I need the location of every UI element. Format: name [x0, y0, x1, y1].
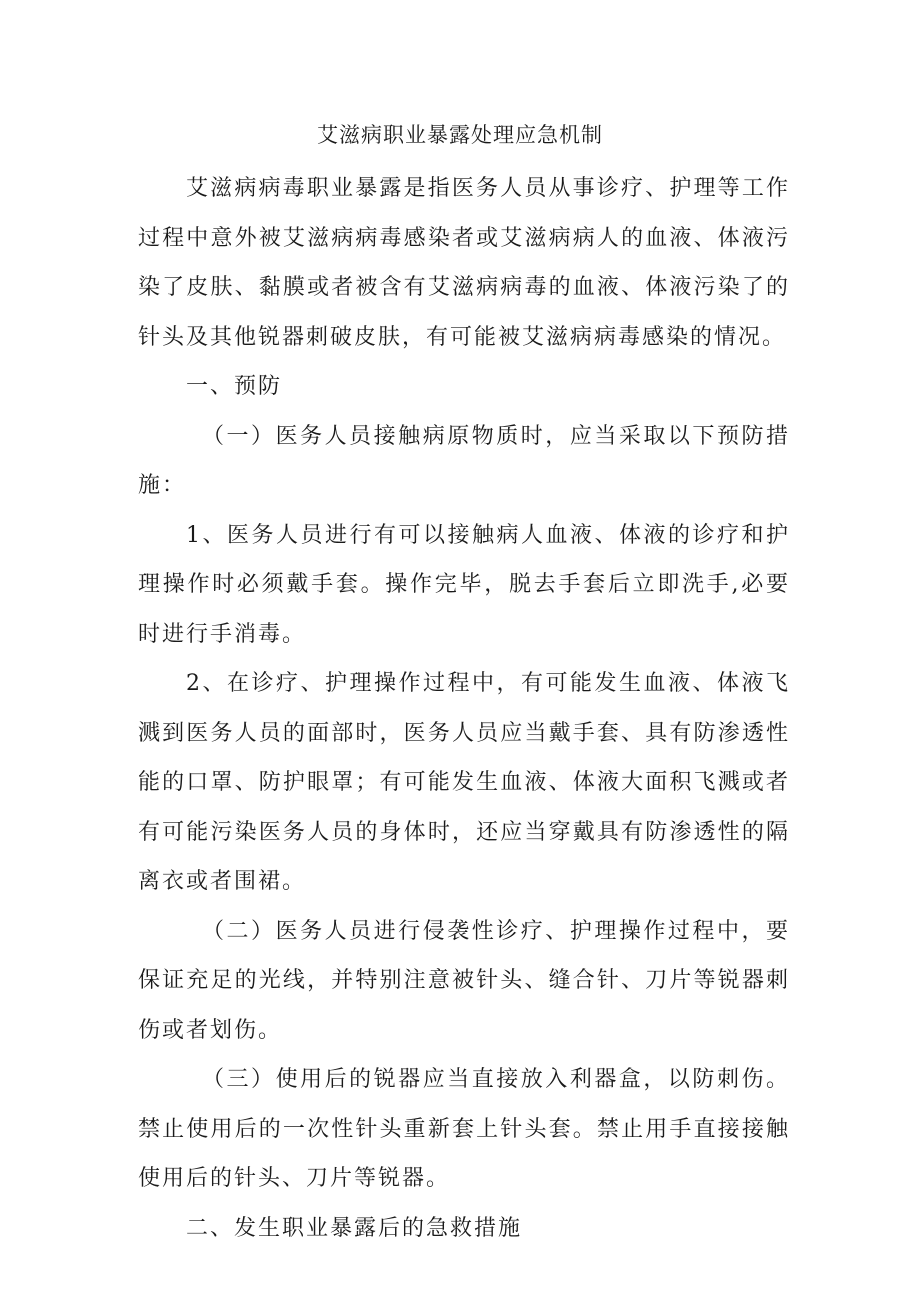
subsection-one: （一）医务人员接触病原物质时，应当采取以下预防措施：: [138, 423, 790, 498]
section-heading-emergency: 二、发生职业暴露后的急救措施: [186, 1215, 523, 1241]
subsection-three: （三）使用后的锐器应当直接放入利器盒，以防刺伤。禁止使用后的一次性针头重新套上针头套。禁止用手直接接触使用后的针头、刀片等锐器。: [138, 1067, 790, 1191]
subsection-two: （二）医务人员进行侵袭性诊疗、护理操作过程中，要保证充足的光线，并特别注意被针头、缝合针、刀片等锐器刺伤或者划伤。: [138, 918, 790, 1043]
document-title: 艾滋病职业暴露处理应急机制: [317, 123, 603, 147]
document-body: [138, 164, 790, 1253]
list-item-2: 2、在诊疗、护理操作过程中，有可能发生血液、体液飞溅到医务人员的面部时，医务人员应当戴手套、具有防渗透性能的口罩、防护眼罩；有可能发生血液、体液大面积飞溅或者有可能污染医务人员的身体时，还应当穿戴具有防渗透性的隔离衣或者围裙。: [138, 671, 790, 894]
intro-paragraph: 艾滋病病毒职业暴露是指医务人员从事诊疗、护理等工作过程中意外被艾滋病病毒感染者或艾滋病病人的血液、体液污染了皮肤、黏膜或者被含有艾滋病病毒的血液、体液污染了的针头及其他锐器刺破皮肤，有可能被艾滋病病毒感染的情况。: [138, 176, 790, 350]
list-item-1: 1、医务人员进行有可以接触病人血液、体液的诊疗和护理操作时必须戴手套。操作完毕，脱去手套后立即洗手,必要时进行手消毒。: [138, 522, 790, 647]
section-heading-prevention: 一、预防: [186, 374, 283, 399]
